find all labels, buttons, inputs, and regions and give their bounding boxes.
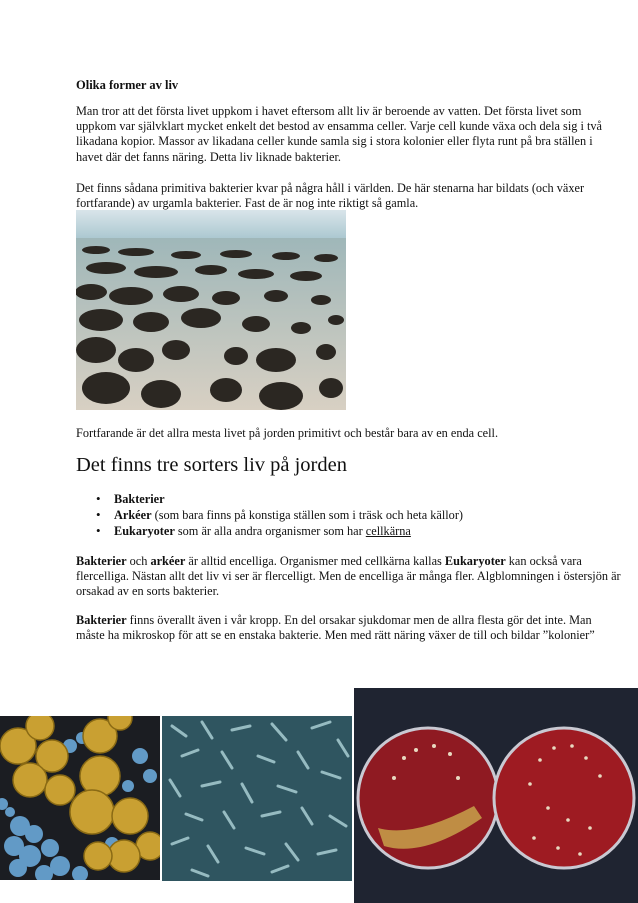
paragraph-first-life: Man tror att det första livet uppkom i havet eftersom allt liv är beroende av vatten. Det första livet som uppkom var självklart mycket enkelt det bestod av ensamma celler. Varje cell kunde växa och dela sig i två likadana kopior. Massor av likadana celler kunde samla sig i stora kolonier eller flyta runt på bra ställen i havet där det fanns näring. Detta liv liknade bakterier.	[76, 104, 602, 164]
list-item-eukaryotes: • Eukaryoter som är alla andra organismer som har cellkärna	[96, 523, 463, 539]
paragraph-primitive-bacteria: Det finns sådana primitiva bakterier kvar på några håll i världen. De här stenarna har bildats (och växer fortfarande) av urgamla bakterier. Fast de är nog inte riktigt så gamla.	[76, 181, 585, 211]
cellkarna-link[interactable]: cellkärna	[365, 524, 411, 538]
paragraph-single-cell: Fortfarande är det allra mesta livet på jorden primitivt och består bara av en enda cell.	[76, 426, 499, 440]
list-item-bacteria: • Bakterier	[96, 491, 463, 507]
paragraph-unicellular: Bakterier och arkéer är alltid encelliga. Organismer med cellkärna kallas Eukaryoter kan också vara flercelliga. Nästan allt det liv vi ser är flercelligt. Men de encelliga är många fler. Algblomningen i östersjön är orsakad av en sorts bakterier.	[76, 554, 621, 599]
list-item-archaea: • Arkéer (som bara finns på konstiga ställen som i träsk och heta källor)	[96, 507, 463, 523]
life-types-list	[96, 491, 463, 539]
stromatolites-image	[76, 210, 346, 410]
three-kinds-heading: Det finns tre sorters liv på jorden	[76, 454, 347, 476]
rod-bacteria-image	[162, 716, 352, 881]
paragraph-bacteria-everywhere: Bakterier finns överallt även i vår kropp. En del orsakar sjukdomar men de allra flesta gör det inte. Man måste ha mikroskop för att se en enstaka bakterie. Men med rätt näring växer de till och bildar ”kolonier”	[76, 613, 595, 643]
cocci-bacteria-image	[0, 716, 160, 880]
petri-dishes-image	[354, 688, 638, 903]
section-heading: Olika former av liv	[76, 78, 179, 92]
